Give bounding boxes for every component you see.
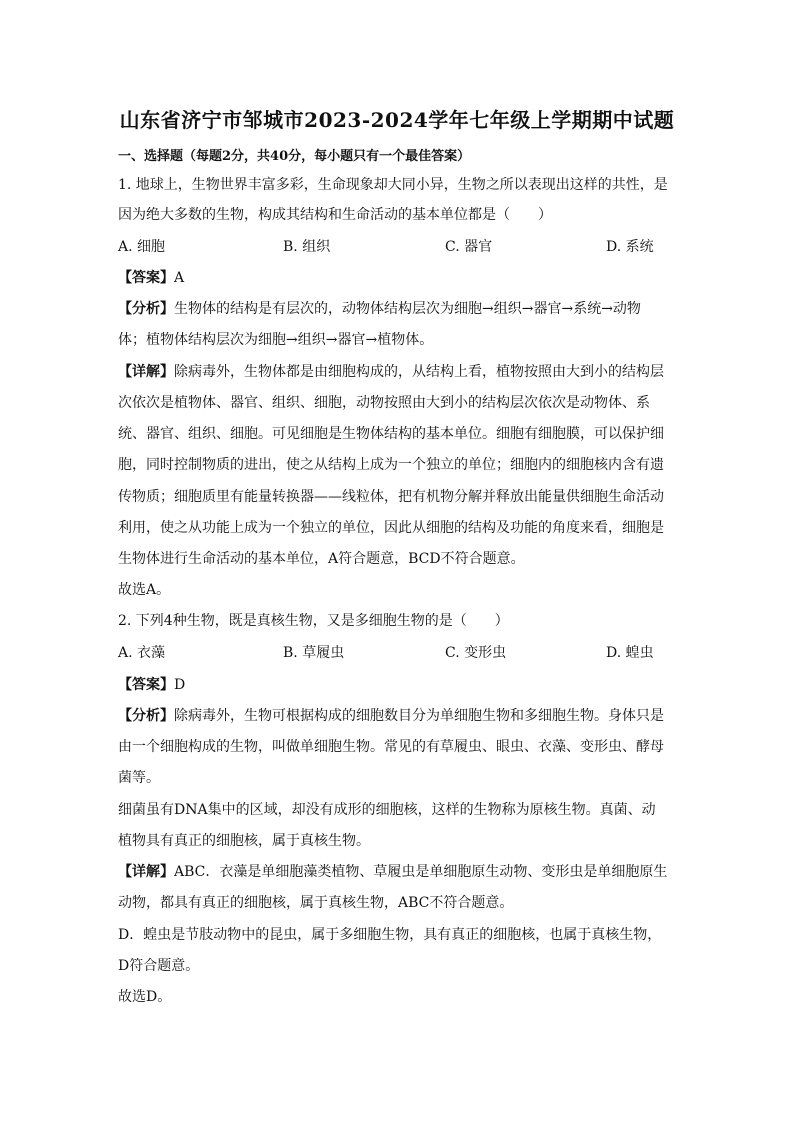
detail-text: ABC．衣藻是单细胞藻类植物、草履虫是单细胞原生动物、变形虫是单细胞原生 — [174, 864, 668, 880]
q1-detail-line-7: 生物体进行生命活动的基本单位，A符合题意，BCD不符合题意。 — [118, 551, 525, 567]
q2-analysis-line-4: 细菌虽有DNA集中的区域，却没有成形的细胞核，这样的生物称为原核生物。真菌、动 — [118, 802, 656, 818]
q2-detail-line-3: D．蝗虫是节肢动物中的昆虫，属于多细胞生物，具有真正的细胞核，也属于真核生物， — [118, 927, 662, 943]
q2-conclusion: 故选D。 — [118, 989, 172, 1005]
q2-detail-line-1 — [118, 862, 678, 882]
q1-option-d: D. 系统 — [606, 239, 654, 255]
q1-detail-line-2: 次依次是植物体、器官、组织、细胞，动物按照由大到小的结构层次依次是动物体、系 — [118, 395, 650, 411]
analysis-text: 除病毒外，生物可根据构成的细胞数目分为单细胞生物和多细胞生物。身体只是 — [174, 708, 664, 724]
q2-analysis-line-5: 植物具有真正的细胞核，属于真核生物。 — [118, 833, 370, 849]
q1-answer — [118, 268, 678, 288]
q1-detail-line-3: 统、器官、组织、细胞。可见细胞是生物体结构的基本单位。细胞有细胞膜，可以保护细 — [118, 426, 664, 442]
q2-option-c: C. 变形虫 — [445, 645, 507, 661]
detail-tag: 【详解】 — [118, 864, 174, 880]
q2-analysis-line-2: 由一个细胞构成的生物，叫做单细胞生物。常见的有草履虫、眼虫、衣藻、变形虫、酵母 — [118, 739, 664, 755]
q1-detail-line-6: 利用，使之从功能上成为一个独立的单位，因此从细胞的结构及功能的角度来看，细胞是 — [118, 520, 664, 536]
q2-answer — [118, 675, 678, 695]
page-title: 山东省济宁市邹城市2023-2024学年七年级上学期期中试题 — [119, 108, 675, 132]
q2-option-a: A. 衣藻 — [118, 645, 166, 661]
detail-tag: 【详解】 — [118, 364, 174, 380]
analysis-text: 生物体的结构是有层次的，动物体结构层次为细胞→组织→器官→系统→动物 — [174, 301, 641, 317]
q1-conclusion: 故选A。 — [118, 582, 171, 598]
q2-option-b: B. 草履虫 — [283, 645, 345, 661]
analysis-tag: 【分析】 — [118, 301, 174, 317]
q2-stem: 2. 下列4种生物，既是真核生物，又是多细胞生物的是（ ） — [118, 613, 509, 629]
q1-detail-line-1 — [118, 362, 678, 382]
q1-analysis-line-1 — [118, 299, 678, 319]
section-heading: 一、选择题（每题2分，共40分，每小题只有一个最佳答案） — [118, 149, 471, 164]
q1-detail-line-4: 胞，同时控制物质的进出，使之从结构上成为一个独立的单位；细胞内的细胞核内含有遗 — [118, 457, 664, 473]
q2-detail-line-4: D符合题意。 — [118, 958, 200, 974]
q2-analysis-line-3: 菌等。 — [118, 770, 160, 786]
q1-detail-line-5: 传物质；细胞质里有能量转换器——线粒体，把有机物分解并释放出能量供细胞生命活动 — [118, 489, 664, 505]
q1-analysis-line-2: 体；植物体结构层次为细胞→组织→器官→植物体。 — [118, 332, 434, 348]
detail-text: 除病毒外，生物体都是由细胞构成的，从结构上看，植物按照由大到小的结构层 — [174, 364, 664, 380]
q2-option-d: D. 蝗虫 — [606, 645, 654, 661]
q1-stem-line-1: 1. 地球上，生物世界丰富多彩，生命现象却大同小异，生物之所以表现出这样的共性，是 — [118, 177, 668, 193]
q2-detail-line-2: 动物，都具有真正的细胞核，属于真核生物，ABC不符合题意。 — [118, 895, 514, 911]
answer-tag: 【答案】 — [118, 270, 174, 286]
q1-option-c: C. 器官 — [445, 239, 493, 255]
q1-option-a: A. 细胞 — [118, 239, 166, 255]
q2-analysis-line-1 — [118, 706, 678, 726]
answer-value: A — [174, 270, 185, 286]
answer-value: D — [174, 677, 186, 693]
analysis-tag: 【分析】 — [118, 708, 174, 724]
q1-stem-line-2: 因为绝大多数的生物，构成其结构和生命活动的基本单位都是（ ） — [118, 207, 552, 223]
q1-option-b: B. 组织 — [283, 239, 331, 255]
answer-tag: 【答案】 — [118, 677, 174, 693]
